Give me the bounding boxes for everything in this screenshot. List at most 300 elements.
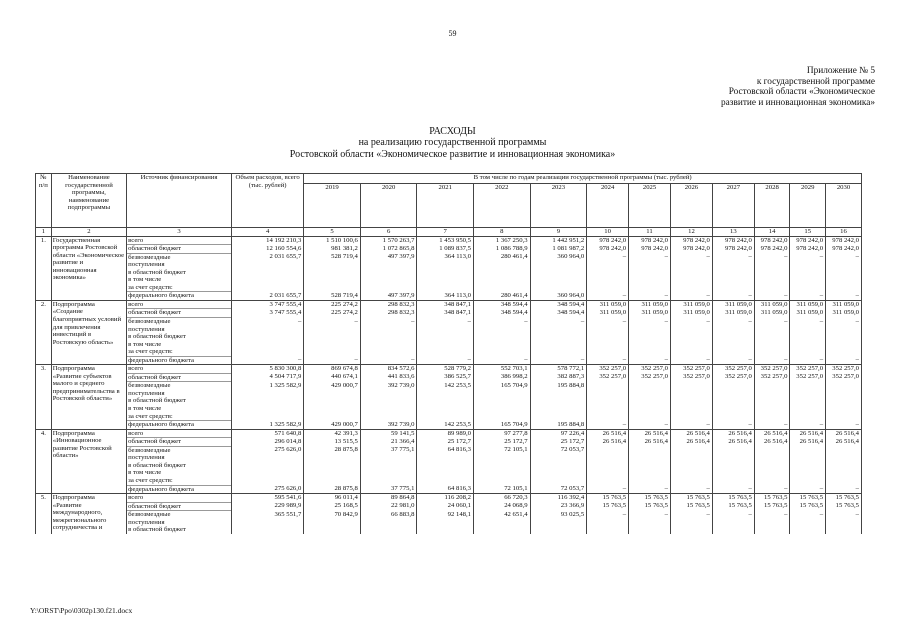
- year-value: 92 148,1: [417, 511, 474, 519]
- year-value: [530, 333, 587, 341]
- table-row: [36, 326, 862, 334]
- year-value: [360, 326, 417, 334]
- funding-source: в областной бюджет: [127, 462, 232, 470]
- year-value: [360, 341, 417, 349]
- year-value: 15 763,5: [754, 494, 790, 503]
- year-value: 142 253,5: [417, 382, 474, 390]
- year-value: 26 516,4: [670, 429, 712, 438]
- total-value: 14 192 210,3: [231, 236, 303, 245]
- year-value: [417, 348, 474, 356]
- year-value: [629, 326, 671, 334]
- year-value: 26 516,4: [712, 429, 754, 438]
- program-name: Подпрограмма «Развитие международного, межрегионального сотрудничества и: [51, 494, 126, 534]
- column-number: 5: [304, 228, 361, 237]
- year-value: [754, 454, 790, 462]
- year-value: [474, 333, 531, 341]
- year-value: [790, 446, 826, 454]
- year-value: 72 105,1: [474, 485, 531, 494]
- funding-source: поступления: [127, 454, 232, 462]
- year-value: [360, 526, 417, 534]
- year-value: [530, 276, 587, 284]
- year-value: [474, 326, 531, 334]
- year-value: –: [670, 292, 712, 301]
- funding-source: в том числе: [127, 469, 232, 477]
- year-value: [360, 284, 417, 292]
- year-value: 352 257,0: [629, 373, 671, 382]
- year-value: [474, 405, 531, 413]
- year-value: [712, 341, 754, 349]
- year-value: [712, 446, 754, 454]
- year-value: [712, 519, 754, 527]
- year-value: 26 516,4: [587, 438, 629, 447]
- year-value: 441 833,6: [360, 373, 417, 382]
- year-value: [417, 477, 474, 485]
- table-row: [36, 511, 862, 519]
- year-value: [360, 333, 417, 341]
- year-value: [474, 341, 531, 349]
- year-value: [474, 269, 531, 277]
- year-value: [790, 405, 826, 413]
- year-value: [629, 269, 671, 277]
- year-value: 578 772,1: [530, 365, 587, 374]
- year-value: [587, 261, 629, 269]
- year-value: –: [790, 511, 826, 519]
- year-value: [790, 469, 826, 477]
- year-value: –: [712, 253, 754, 261]
- year-value: 15 763,5: [712, 494, 754, 503]
- total-value: –: [231, 356, 303, 365]
- year-value: 42 651,4: [474, 511, 531, 519]
- year-value: [790, 397, 826, 405]
- year-value: [670, 333, 712, 341]
- year-value: –: [826, 292, 862, 301]
- funding-source: за счет средств:: [127, 477, 232, 485]
- year-value: –: [417, 356, 474, 365]
- year-value: [304, 526, 361, 534]
- row-number: 1.: [36, 236, 52, 300]
- total-value: [231, 469, 303, 477]
- year-value: [417, 519, 474, 527]
- annex-line: развитие и инновационная экономика»: [721, 97, 875, 108]
- year-value: [304, 397, 361, 405]
- year-value: 96 011,4: [304, 494, 361, 503]
- table-row: [36, 245, 862, 254]
- year-value: [790, 341, 826, 349]
- year-value: 26 516,4: [754, 429, 790, 438]
- year-value: [304, 477, 361, 485]
- year-value: 352 257,0: [587, 365, 629, 374]
- year-value: [712, 333, 754, 341]
- year-value: [304, 348, 361, 356]
- column-number: 15: [790, 228, 826, 237]
- year-value: [629, 333, 671, 341]
- year-value: [826, 348, 862, 356]
- year-value: [417, 261, 474, 269]
- year-value: 64 816,3: [417, 446, 474, 454]
- year-value: –: [474, 356, 531, 365]
- table-row: [36, 356, 862, 365]
- year-value: [754, 341, 790, 349]
- funding-source: всего: [127, 429, 232, 438]
- year-value: 24 060,1: [417, 502, 474, 511]
- year-value: [754, 526, 790, 534]
- year-value: –: [629, 253, 671, 261]
- column-number: 11: [629, 228, 671, 237]
- year-value: –: [826, 253, 862, 261]
- funding-source: всего: [127, 236, 232, 245]
- year-value: [530, 413, 587, 421]
- year-value: 311 059,0: [587, 309, 629, 318]
- year-value: [712, 326, 754, 334]
- year-value: 15 763,5: [629, 502, 671, 511]
- year-value: 978 242,0: [670, 236, 712, 245]
- year-value: [790, 326, 826, 334]
- year-value: [530, 326, 587, 334]
- year-value: 364 113,0: [417, 292, 474, 301]
- funding-source: безвозмездные: [127, 382, 232, 390]
- year-value: 89 989,0: [417, 429, 474, 438]
- funding-source: в областной бюджет: [127, 333, 232, 341]
- year-value: –: [530, 356, 587, 365]
- year-value: [587, 284, 629, 292]
- header-source: Источник финансирования: [127, 174, 232, 228]
- total-value: [231, 519, 303, 527]
- header-total: Объем расходов, всего (тыс. рублей): [231, 174, 303, 228]
- year-value: [530, 462, 587, 470]
- year-value: [670, 390, 712, 398]
- year-value: [790, 333, 826, 341]
- total-value: [231, 284, 303, 292]
- header-year: 2027: [712, 184, 754, 228]
- year-value: [826, 284, 862, 292]
- year-value: [826, 341, 862, 349]
- total-value: [231, 269, 303, 277]
- total-value: 4 504 717,9: [231, 373, 303, 382]
- year-value: [587, 462, 629, 470]
- column-number: 3: [127, 228, 232, 237]
- total-value: 3 747 555,4: [231, 300, 303, 309]
- year-value: [417, 341, 474, 349]
- table-row: [36, 390, 862, 398]
- year-value: 311 059,0: [712, 300, 754, 309]
- year-value: [754, 333, 790, 341]
- year-value: [670, 469, 712, 477]
- year-value: –: [790, 485, 826, 494]
- total-value: [231, 477, 303, 485]
- year-value: [417, 276, 474, 284]
- year-value: [417, 284, 474, 292]
- year-value: 352 257,0: [629, 365, 671, 374]
- year-value: 311 059,0: [790, 300, 826, 309]
- total-value: 275 626,0: [231, 485, 303, 494]
- year-value: –: [754, 292, 790, 301]
- year-value: [587, 276, 629, 284]
- year-value: [587, 446, 629, 454]
- column-number: 14: [754, 228, 790, 237]
- year-value: 116 208,2: [417, 494, 474, 503]
- year-value: 26 516,4: [826, 438, 862, 447]
- year-value: 42 391,3: [304, 429, 361, 438]
- year-value: [587, 519, 629, 527]
- total-value: 2 031 655,7: [231, 253, 303, 261]
- year-value: –: [754, 421, 790, 430]
- year-value: [670, 341, 712, 349]
- year-value: [670, 446, 712, 454]
- total-value: 1 325 582,9: [231, 382, 303, 390]
- year-value: 280 461,4: [474, 292, 531, 301]
- year-value: 1 089 837,5: [417, 245, 474, 254]
- year-value: 352 257,0: [826, 365, 862, 374]
- year-value: 298 832,3: [360, 309, 417, 318]
- year-value: [670, 276, 712, 284]
- year-value: [754, 462, 790, 470]
- year-value: [754, 269, 790, 277]
- year-value: [712, 462, 754, 470]
- funding-source: в том числе: [127, 405, 232, 413]
- year-value: [474, 390, 531, 398]
- year-value: 116 392,4: [530, 494, 587, 503]
- year-value: [629, 413, 671, 421]
- year-value: [587, 413, 629, 421]
- year-value: 978 242,0: [629, 245, 671, 254]
- total-value: –: [231, 318, 303, 326]
- year-value: –: [712, 292, 754, 301]
- year-value: [790, 462, 826, 470]
- year-value: 978 242,0: [670, 245, 712, 254]
- year-value: [670, 405, 712, 413]
- year-value: –: [587, 511, 629, 519]
- table-row: [36, 236, 862, 245]
- table-row: [36, 348, 862, 356]
- year-value: [629, 462, 671, 470]
- year-value: [826, 462, 862, 470]
- year-value: 26 516,4: [712, 438, 754, 447]
- year-value: [530, 341, 587, 349]
- year-value: 382 887,3: [530, 373, 587, 382]
- year-value: 195 884,8: [530, 382, 587, 390]
- year-value: 978 242,0: [712, 245, 754, 254]
- year-value: –: [790, 318, 826, 326]
- year-value: 311 059,0: [790, 309, 826, 318]
- year-value: [474, 462, 531, 470]
- year-value: 497 397,9: [360, 253, 417, 261]
- year-value: 1 086 788,9: [474, 245, 531, 254]
- year-value: [670, 326, 712, 334]
- year-value: 25 172,7: [417, 438, 474, 447]
- year-value: [826, 276, 862, 284]
- year-value: [360, 413, 417, 421]
- year-value: –: [754, 485, 790, 494]
- funding-source: поступления: [127, 519, 232, 527]
- year-value: [587, 341, 629, 349]
- year-value: 311 059,0: [712, 309, 754, 318]
- year-value: 15 763,5: [670, 502, 712, 511]
- year-value: [304, 462, 361, 470]
- year-value: [304, 333, 361, 341]
- table-row: [36, 454, 862, 462]
- total-value: 365 551,7: [231, 511, 303, 519]
- page-number: 59: [448, 29, 457, 38]
- year-value: 28 875,8: [304, 485, 361, 494]
- program-name: Подпрограмма «Развитие субъектов малого и среднего предпринимательства в Ростовской области»: [51, 365, 126, 429]
- year-value: [417, 454, 474, 462]
- year-value: 1 081 987,2: [530, 245, 587, 254]
- year-value: 497 397,9: [360, 292, 417, 301]
- year-value: [629, 526, 671, 534]
- year-value: –: [629, 356, 671, 365]
- year-value: [304, 284, 361, 292]
- year-value: 978 242,0: [629, 236, 671, 245]
- year-value: 360 964,0: [530, 292, 587, 301]
- year-value: [670, 284, 712, 292]
- year-value: [826, 261, 862, 269]
- year-value: [754, 276, 790, 284]
- year-value: [712, 477, 754, 485]
- year-value: [304, 276, 361, 284]
- year-value: [629, 284, 671, 292]
- year-value: 15 763,5: [826, 494, 862, 503]
- header-year: 2023: [530, 184, 587, 228]
- column-number: 9: [530, 228, 587, 237]
- total-value: 5 830 300,8: [231, 365, 303, 374]
- year-value: [790, 477, 826, 485]
- column-numbers-row: [36, 228, 862, 237]
- year-value: 66 720,3: [474, 494, 531, 503]
- year-value: [826, 469, 862, 477]
- year-value: [712, 269, 754, 277]
- year-value: [826, 446, 862, 454]
- table-row: [36, 382, 862, 390]
- table-row: [36, 438, 862, 447]
- year-value: [530, 390, 587, 398]
- year-value: [826, 397, 862, 405]
- year-value: [530, 284, 587, 292]
- total-value: 595 541,6: [231, 494, 303, 503]
- title-line: РАСХОДЫ: [429, 126, 476, 137]
- year-value: –: [304, 356, 361, 365]
- year-value: 386 998,2: [474, 373, 531, 382]
- year-value: [790, 454, 826, 462]
- table-row: [36, 462, 862, 470]
- year-value: –: [826, 421, 862, 430]
- year-value: [304, 413, 361, 421]
- year-value: [474, 276, 531, 284]
- year-value: –: [712, 318, 754, 326]
- header-year: 2025: [629, 184, 671, 228]
- funding-source: всего: [127, 494, 232, 503]
- year-value: –: [629, 485, 671, 494]
- year-value: –: [712, 421, 754, 430]
- year-value: –: [587, 292, 629, 301]
- year-value: 26 516,4: [587, 429, 629, 438]
- table-row: [36, 405, 862, 413]
- year-value: 1 367 250,3: [474, 236, 531, 245]
- year-value: [474, 284, 531, 292]
- header-year: 2020: [360, 184, 417, 228]
- year-value: [629, 341, 671, 349]
- year-value: [417, 462, 474, 470]
- year-value: [712, 284, 754, 292]
- year-value: 93 025,5: [530, 511, 587, 519]
- total-value: [231, 341, 303, 349]
- funding-source: поступления: [127, 326, 232, 334]
- funding-source: безвозмездные: [127, 318, 232, 326]
- year-value: –: [587, 318, 629, 326]
- annex-line: Ростовской области «Экономическое: [728, 87, 875, 98]
- expenditure-table: [35, 173, 862, 534]
- year-value: –: [790, 356, 826, 365]
- year-value: [587, 454, 629, 462]
- year-value: [304, 469, 361, 477]
- year-value: 225 274,2: [304, 309, 361, 318]
- year-value: [629, 397, 671, 405]
- column-number: 7: [417, 228, 474, 237]
- year-value: 311 059,0: [826, 309, 862, 318]
- year-value: 72 053,7: [530, 485, 587, 494]
- year-value: [826, 382, 862, 390]
- year-value: [754, 405, 790, 413]
- year-value: 348 594,4: [474, 300, 531, 309]
- year-value: 37 775,1: [360, 446, 417, 454]
- program-name: Подпрограмма «Создание благоприятных условий для привлечения инвестиций в Ростовскую область»: [51, 300, 126, 364]
- column-number: 13: [712, 228, 754, 237]
- year-value: [826, 519, 862, 527]
- year-value: [754, 326, 790, 334]
- year-value: 1 510 100,6: [304, 236, 361, 245]
- year-value: [712, 469, 754, 477]
- year-value: [587, 469, 629, 477]
- year-value: [530, 519, 587, 527]
- year-value: [360, 462, 417, 470]
- year-value: 552 703,1: [474, 365, 531, 374]
- year-value: 348 847,1: [417, 300, 474, 309]
- total-value: [231, 397, 303, 405]
- year-value: [474, 469, 531, 477]
- total-value: [231, 348, 303, 356]
- year-value: [670, 454, 712, 462]
- year-value: [754, 284, 790, 292]
- year-value: [712, 276, 754, 284]
- year-value: [754, 390, 790, 398]
- total-value: 229 989,9: [231, 502, 303, 511]
- year-value: [629, 405, 671, 413]
- year-value: 26 516,4: [826, 429, 862, 438]
- year-value: [360, 469, 417, 477]
- year-value: –: [587, 421, 629, 430]
- year-value: 348 594,4: [530, 300, 587, 309]
- year-value: –: [826, 318, 862, 326]
- year-value: [587, 397, 629, 405]
- table-row: [36, 284, 862, 292]
- column-number: 4: [231, 228, 303, 237]
- year-value: [530, 269, 587, 277]
- year-value: 1 453 950,5: [417, 236, 474, 245]
- table-row: [36, 429, 862, 438]
- year-value: [790, 382, 826, 390]
- table-row: [36, 292, 862, 301]
- year-value: [826, 405, 862, 413]
- table-row: [36, 446, 862, 454]
- year-value: 97 277,8: [474, 429, 531, 438]
- year-value: [417, 469, 474, 477]
- year-value: [712, 454, 754, 462]
- year-value: [712, 397, 754, 405]
- year-value: [530, 397, 587, 405]
- title-line: на реализацию государственной программы: [358, 137, 547, 149]
- table-row: [36, 421, 862, 430]
- year-value: [670, 413, 712, 421]
- row-number: 2.: [36, 300, 52, 364]
